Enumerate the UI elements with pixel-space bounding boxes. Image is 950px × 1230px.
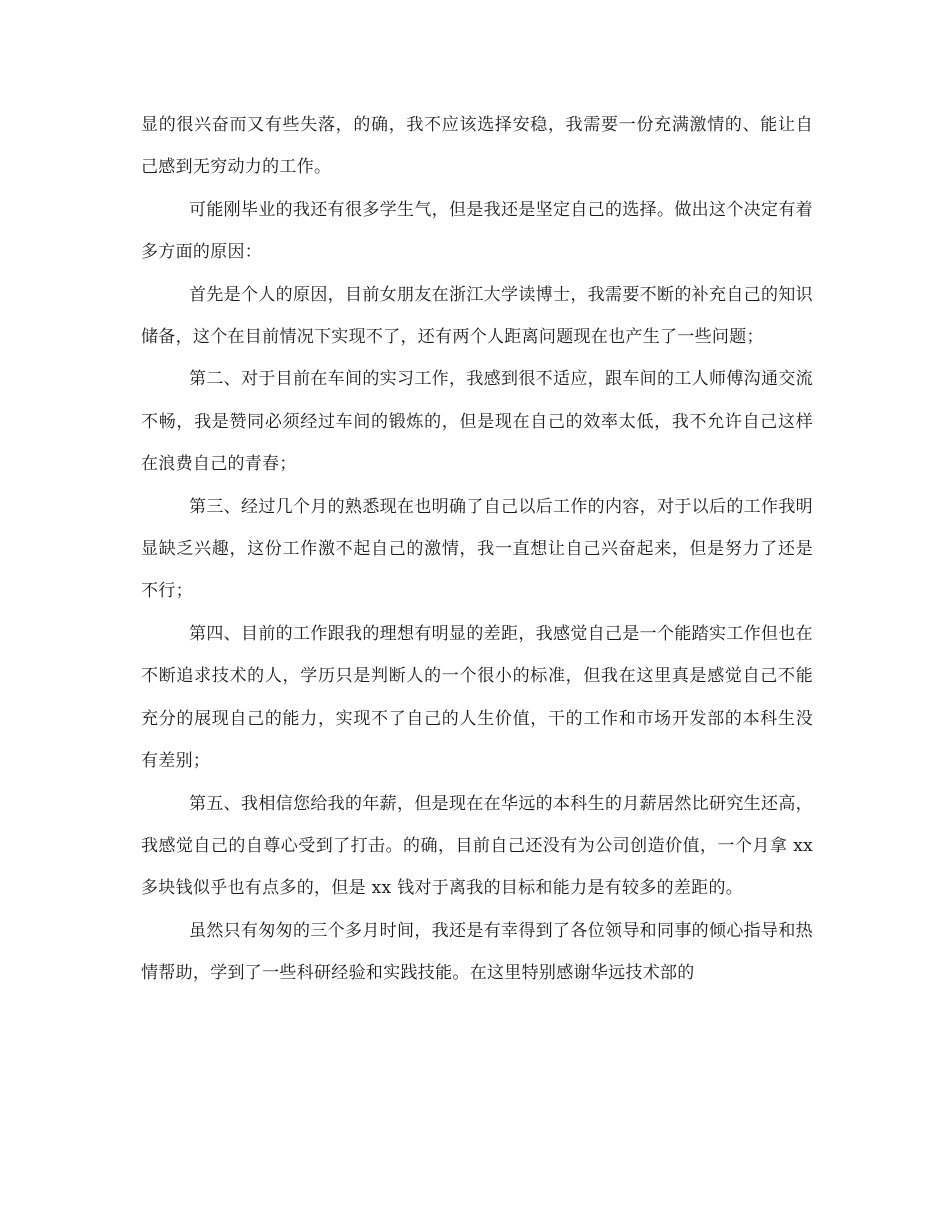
paragraph-reason-second: 第二、对于目前在车间的实习工作，我感到很不适应，跟车间的工人师傅沟通交流不畅，我是赞同必须经过车间的锻炼的，但是现在自己的效率太低，我不允许自己这样在浪费自己的青春； [141,369,813,475]
paragraph-reason-fifth: 第五、我相信您给我的年薪，但是现在在华远的本科生的月薪居然比研究生还高，我感觉自己的自尊心受到了打击。的确，目前自己还没有为公司创造价值，一个月拿 xx 多块钱似乎也有点多的，但是 xx 钱对于离我的目标和能力是有较多的差距的。 [141,793,813,899]
paragraph-reason-third: 第三、经过几个月的熟悉现在也明确了自己以后工作的内容，对于以后的工作我明显缺乏兴趣，这份工作激不起自己的激情，我一直想让自己兴奋起来，但是努力了还是不行； [141,496,813,602]
paragraph-reason-fourth: 第四、目前的工作跟我的理想有明显的差距，我感觉自己是一个能踏实工作但也在不断追求技术的人，学历只是判断人的一个很小的标准，但我在这里真是感觉自己不能充分的展现自己的能力，实现不了自己的人生价值，干的工作和市场开发部的本科生没有差别； [141,623,813,772]
paragraph-continuation: 显的很兴奋而又有些失落，的确，我不应该选择安稳，我需要一份充满激情的、能让自己感到无穷动力的工作。 [141,115,813,178]
document-body [141,104,813,995]
paragraph-gratitude: 虽然只有匆匆的三个多月时间，我还是有幸得到了各位领导和同事的倾心指导和热情帮助，学到了一些科研经验和实践技能。在这里特别感谢华远技术部的 [141,920,813,984]
paragraph-intro: 可能刚毕业的我还有很多学生气，但是我还是坚定自己的选择。做出这个决定有着多方面的原因： [141,199,813,263]
paragraph-reason-first: 首先是个人的原因，目前女朋友在浙江大学读博士，我需要不断的补充自己的知识储备，这个在目前情况下实现不了，还有两个人距离问题现在也产生了一些问题； [141,284,813,348]
